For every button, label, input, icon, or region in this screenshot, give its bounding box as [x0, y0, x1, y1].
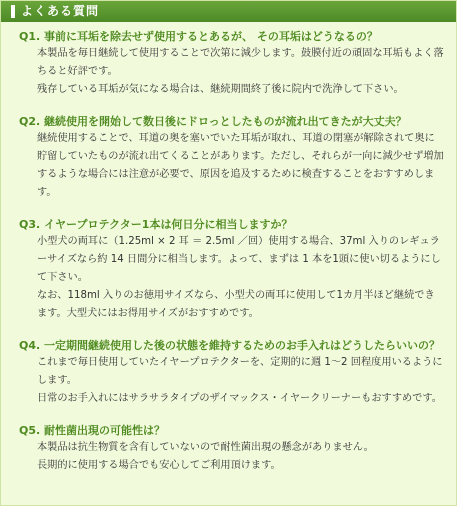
faq-answer	[9, 45, 448, 99]
faq-question: Q4. 一定期間継続使用した後の状態を維持するためのお手入れはどうしたらいいの？	[19, 339, 441, 352]
faq-answer-paragraph: 日常のお手入れにはサラサラタイプのザイマックス・イヤークリーナーもおすすめです。	[37, 393, 442, 404]
faq-list	[1, 22, 456, 475]
faq-answer-paragraph: なお、118ml 入りのお徳用サイズなら、小型犬の両耳に使用して1カ月半ほど継続できます。大型犬にはお得用サイズがおすすめです。	[37, 290, 435, 319]
faq-answer	[9, 130, 448, 202]
faq-item	[9, 337, 448, 408]
faq-answer	[9, 354, 448, 408]
faq-answer-paragraph: 長期的に使用する場合でも安心してご利用頂けます。	[37, 460, 281, 471]
faq-question: Q2. 継続使用を開始して数日後にドロっとしたものが流れ出てきたが大丈夫？	[19, 115, 407, 128]
faq-answer-paragraph: 本製品を毎日継続して使用することで次第に減少します。鼓膜付近の頑固な耳垢もよく落ちると好評です。	[37, 48, 444, 77]
faq-item	[9, 216, 448, 323]
faq-item	[9, 113, 448, 202]
faq-answer-paragraph: 残存している耳垢が気になる場合は、継続期間終了後に院内で洗浄して下さい。	[37, 84, 404, 95]
faq-item	[9, 422, 448, 475]
faq-question: Q3. イヤープロテクター1本は何日分に相当しますか？	[19, 218, 293, 231]
faq-answer-paragraph: 小型犬の両耳に（1.25ml × 2 耳 ＝ 2.5ml ／回）使用する場合、37ml 入りのレギュラーサイズなら約 14 日間分に相当します。よって、まずは 1 本を1頭に使い切るようにして下さい。	[37, 236, 441, 283]
faq-header-bar	[1, 1, 456, 22]
faq-question: Q1. 事前に耳垢を除去せず使用するとあるが、 その耳垢はどうなるの？	[19, 30, 378, 43]
faq-answer	[9, 233, 448, 323]
faq-answer-paragraph: これまで毎日使用していたイヤープロテクターを、定期的に週 1～2 回程度用いるようにします。	[37, 357, 443, 386]
faq-answer-paragraph: 継続使用することで、耳道の奥を塞いでいた耳垢が取れ、耳道の閉塞が解除されて奥に貯留していたものが流れ出てくることがあります。ただし、それらが一向に減少せず増加するような場合には注意が必要で、原因を追及するために検査することをおすすめします。	[37, 133, 444, 198]
faq-answer	[9, 439, 448, 475]
faq-answer-paragraph: 本製品は抗生物質を含有していないので耐性菌出現の懸念がありません。	[37, 442, 374, 453]
faq-item	[9, 28, 448, 99]
faq-header-title: よくある質問	[21, 4, 100, 18]
header-accent-mark	[11, 5, 15, 18]
faq-question: Q5. 耐性菌出現の可能性は？	[19, 424, 166, 437]
